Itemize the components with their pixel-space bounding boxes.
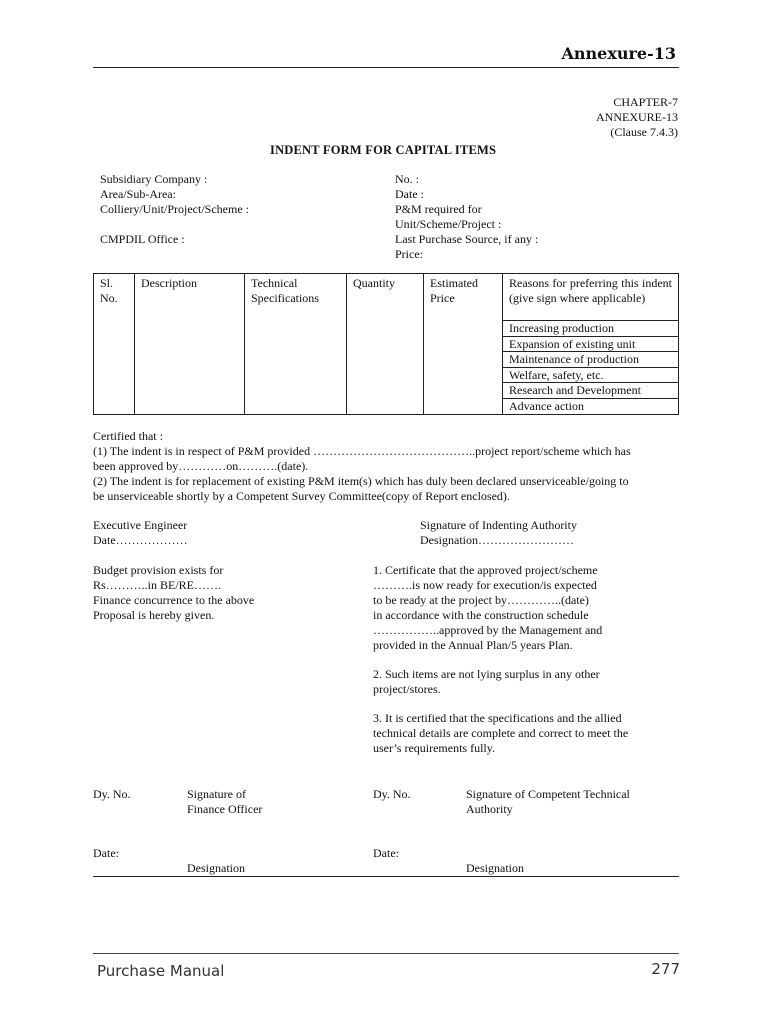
indenting-authority-signature: Signature of Indenting Authority: [420, 518, 577, 532]
technical-authority-label: Authority: [466, 802, 513, 816]
header-description: [135, 274, 245, 415]
header-technical-specs: [245, 274, 347, 415]
indent-table: [93, 273, 679, 415]
annexure-heading: Annexure-13: [561, 44, 676, 63]
reason-item: Advance action: [503, 398, 678, 414]
page-number: 277: [651, 960, 680, 978]
quantity-label: Quantity: [353, 276, 395, 290]
header-rule: [93, 67, 679, 68]
estimated-price-label: Estimated Price: [430, 276, 478, 305]
certificate-line: in accordance with the construction schedule: [373, 608, 589, 622]
clause-ref: (Clause 7.4.3): [610, 125, 678, 139]
reason-item: Research and Development: [503, 382, 678, 398]
field-cmpdil: CMPDIL Office :: [100, 232, 185, 246]
dy-no-left: Dy. No.: [93, 787, 131, 801]
executive-engineer-date: Date………………: [93, 533, 188, 547]
certificate-line: 1. Certificate that the approved project/scheme: [373, 563, 598, 577]
date-left: Date:: [93, 846, 119, 860]
field-price: Price:: [395, 247, 423, 261]
certified-intro: Certified that :: [93, 429, 163, 443]
designation-left: Designation: [187, 861, 245, 875]
designation-right: Designation: [466, 861, 524, 875]
certified-line: (1) The indent is in respect of P&M provided …………………………………..project report/scheme which has: [93, 444, 631, 458]
reasons-column: [503, 274, 679, 415]
form-title: INDENT FORM FOR CAPITAL ITEMS: [270, 143, 497, 157]
certificate-line: project/stores.: [373, 682, 441, 696]
reason-item: Expansion of existing unit: [503, 336, 678, 352]
certified-line: be unserviceable shortly by a Competent Survey Committee(copy of Report enclosed).: [93, 489, 510, 503]
certified-line: (2) The indent is for replacement of existing P&M item(s) which has duly been declared unserviceable/going to: [93, 474, 629, 488]
finance-officer-label: Finance Officer: [187, 802, 263, 816]
footer-manual-title: Purchase Manual: [97, 962, 225, 980]
reason-item: Maintenance of production: [503, 351, 678, 367]
chapter-ref: CHAPTER-7: [613, 95, 678, 109]
reason-item: Increasing production: [503, 320, 678, 336]
budget-line: Budget provision exists for: [93, 563, 224, 577]
certificate-line: 3. It is certified that the specifications and the allied: [373, 711, 622, 725]
sl-no-label: Sl. No.: [100, 276, 118, 305]
budget-line: Rs………..in BE/RE…….: [93, 578, 222, 592]
certificate-line: provided in the Annual Plan/5 years Plan.: [373, 638, 573, 652]
reason-item: Welfare, safety, etc.: [503, 367, 678, 383]
finance-officer-signature: Signature of: [187, 787, 246, 801]
header-estimated-price: [424, 274, 503, 415]
field-subsidiary: Subsidiary Company :: [100, 172, 208, 186]
budget-line: Finance concurrence to the above: [93, 593, 255, 607]
footer-rule: [93, 953, 679, 954]
certificate-line: ……………..approved by the Management and: [373, 623, 603, 637]
table-row: [94, 274, 679, 415]
dy-no-right: Dy. No.: [373, 787, 411, 801]
budget-line: Proposal is hereby given.: [93, 608, 215, 622]
executive-engineer-label: Executive Engineer: [93, 518, 188, 532]
field-pm-required: P&M required for: [395, 202, 482, 216]
certificate-line: to be ready at the project by…………..(date): [373, 593, 589, 607]
description-label: Description: [141, 276, 197, 290]
header-sl-no: [94, 274, 135, 415]
certificate-line: technical details are complete and correct to meet the: [373, 726, 629, 740]
certified-line: been approved by…………on……….(date).: [93, 459, 309, 473]
technical-authority-signature: Signature of Competent Technical: [466, 787, 630, 801]
indenting-authority-designation: Designation……………………: [420, 533, 574, 547]
technical-specs-label: Technical Specifications: [251, 276, 319, 305]
certificate-line: 2. Such items are not lying surplus in any other: [373, 667, 600, 681]
date-right: Date:: [373, 846, 399, 860]
certificate-line: ……….is now ready for execution/is expected: [373, 578, 597, 592]
reasons-header: Reasons for preferring this indent (give sign where applicable): [509, 276, 672, 305]
field-last-purchase: Last Purchase Source, if any :: [395, 232, 539, 246]
field-colliery: Colliery/Unit/Project/Scheme :: [100, 202, 249, 216]
annexure-ref: ANNEXURE-13: [596, 110, 678, 124]
field-no: No. :: [395, 172, 419, 186]
header-quantity: [347, 274, 424, 415]
field-date: Date :: [395, 187, 424, 201]
bottom-rule: [93, 876, 679, 877]
field-unit-scheme: Unit/Scheme/Project :: [395, 217, 502, 231]
certificate-line: user’s requirements fully.: [373, 741, 495, 755]
field-area: Area/Sub-Area:: [100, 187, 176, 201]
